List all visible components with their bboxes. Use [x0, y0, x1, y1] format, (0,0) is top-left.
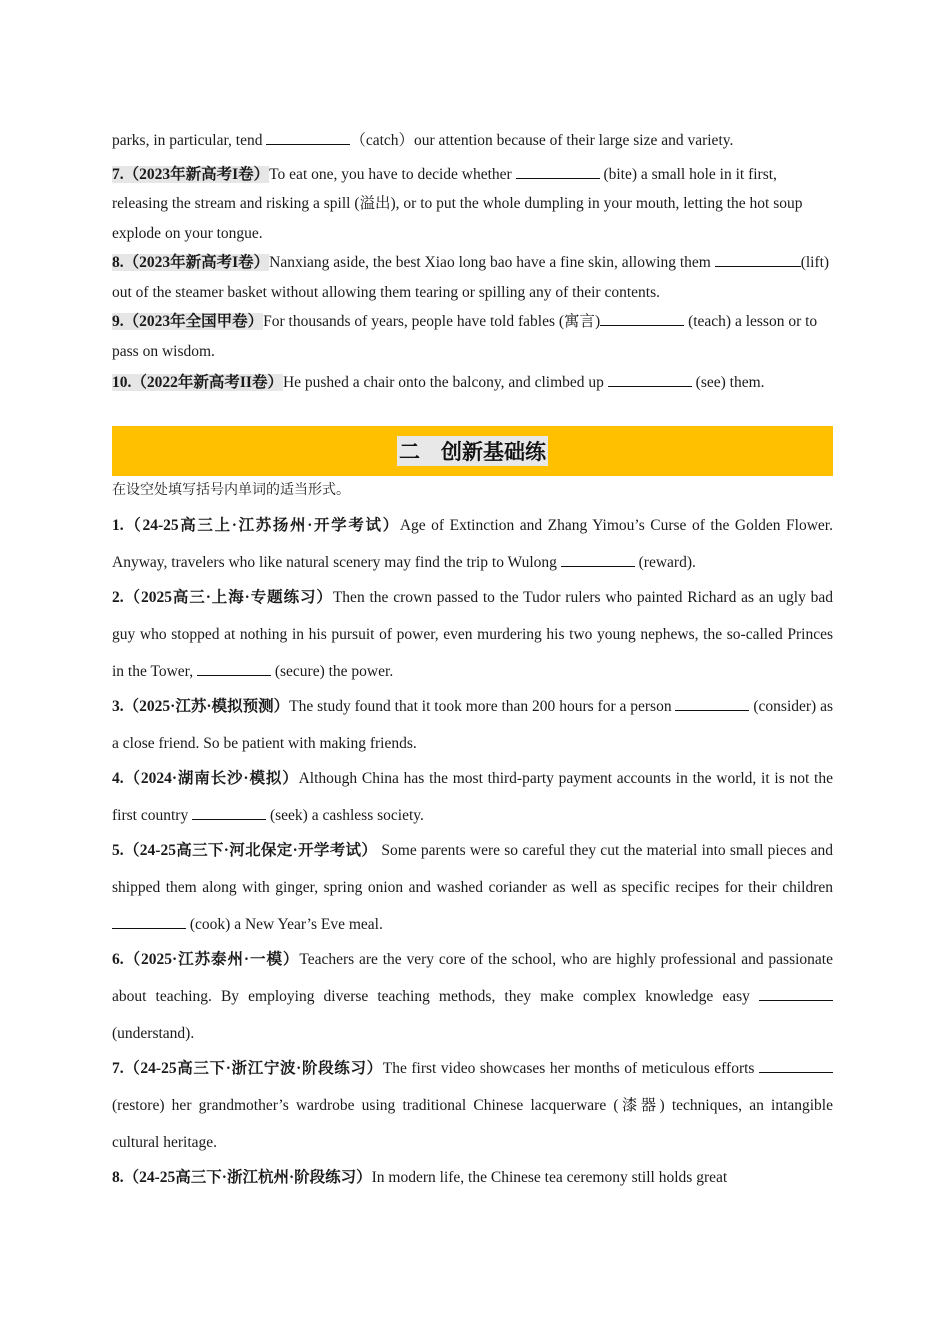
section-2	[112, 507, 833, 1196]
question-source-tag: 6.（2025·江苏泰州·一模）	[112, 951, 300, 968]
answer-blank[interactable]	[600, 324, 684, 326]
answer-blank[interactable]	[516, 177, 600, 179]
question-item: 7.（2023年新高考I卷）To eat one, you have to decide whether (bite) a small hole in it first, releasing the stream and risking a spill (溢出), or to put the whole dumpling in your mouth, letting the hot soup explode on your tongue.	[112, 165, 803, 242]
answer-blank[interactable]	[561, 565, 635, 567]
question-item: 8.（24-25高三下·浙江杭州·阶段练习）In modern life, the Chinese tea ceremony still holds great	[112, 1169, 728, 1186]
question-item: 7.（24-25高三下·浙江宁波·阶段练习）The first video showcases her months of meticulous efforts (restore) her grandmother’s wardrobe using traditional Chinese lacquerware (漆器) techniques, an intangible cultural heritage.	[112, 1060, 833, 1151]
question-source-tag: 8.（24-25高三下·浙江杭州·阶段练习）	[112, 1169, 372, 1186]
answer-blank[interactable]	[112, 927, 186, 929]
question-item: 2.（2025高三·上海·专题练习）Then the crown passed to the Tudor rulers who painted Richard as an ugly bad guy who stopped at nothing in his pursuit of power, even murdering his two young nephews, the so-called Princes in the Tower, (secure) the power.	[112, 589, 833, 680]
question-source-tag: 9.（2023年全国甲卷）	[112, 313, 264, 330]
question-item: 5.（24-25高三下·河北保定·开学考试） Some parents were so careful they cut the material into small pieces and shipped them along with ginger, spring onion and washed coriander as well as specific recipes for their children (cook) a New Year’s Eve meal.	[112, 842, 833, 933]
question-item: 3.（2025·江苏·模拟预测）The study found that it took more than 200 hours for a person (consider) as a close friend. So be patient with making friends.	[112, 698, 834, 752]
answer-blank[interactable]	[266, 143, 350, 145]
question-source-tag: 5.（24-25高三下·河北保定·开学考试）	[112, 842, 378, 859]
answer-blank[interactable]	[715, 265, 801, 267]
section-1	[112, 126, 833, 398]
question-item: 4.（2024·湖南长沙·模拟）Although China has the most third-party payment accounts in the world, it is not the first country (seek) a cashless society.	[112, 770, 833, 824]
question-item: 1.（24-25高三上·江苏扬州·开学考试）Age of Extinction and Zhang Yimou’s Curse of the Golden Flower. Anyway, travelers who like natural scenery may find the trip to Wulong (reward).	[112, 517, 833, 571]
question-source-tag: 8.（2023年新高考I卷）	[112, 254, 270, 271]
section-instruction: 在设空处填写括号内单词的适当形式。	[112, 482, 350, 498]
answer-blank[interactable]	[759, 999, 833, 1001]
answer-blank[interactable]	[608, 385, 692, 387]
question-source-tag: 7.（24-25高三下·浙江宁波·阶段练习）	[112, 1060, 383, 1077]
section-title: 二 创新基础练	[397, 436, 548, 466]
answer-blank[interactable]	[759, 1071, 833, 1073]
question-item: 6.（2025·江苏泰州·一模）Teachers are the very core of the school, who are highly professional and passionate about teaching. By employing diverse teaching methods, they make complex knowledge easy (understand).	[112, 951, 833, 1042]
question-source-tag: 4.（2024·湖南长沙·模拟）	[112, 770, 299, 787]
answer-blank[interactable]	[197, 674, 271, 676]
answer-blank[interactable]	[192, 818, 266, 820]
question-source-tag: 3.（2025·江苏·模拟预测）	[112, 698, 290, 715]
continued-question: parks, in particular, tend （catch）our attention because of their large size and variety.	[112, 132, 734, 149]
question-item: 8.（2023年新高考I卷）Nanxiang aside, the best Xiao long bao have a fine skin, allowing them (lift) out of the steamer basket without allowing them tearing or spilling any of their contents.	[112, 254, 830, 301]
question-item: 10.（2022年新高考II卷）He pushed a chair onto the balcony, and climbed up (see) them.	[112, 374, 765, 391]
section-banner	[112, 426, 833, 476]
question-source-tag: 2.（2025高三·上海·专题练习）	[112, 589, 333, 606]
question-source-tag: 10.（2022年新高考II卷）	[112, 374, 283, 391]
question-source-tag: 1.（24-25高三上·江苏扬州·开学考试）	[112, 517, 400, 534]
answer-blank[interactable]	[675, 709, 749, 711]
question-source-tag: 7.（2023年新高考I卷）	[112, 165, 270, 183]
question-item: 9.（2023年全国甲卷）For thousands of years, people have told fables (寓言) (teach) a lesson or to pass on wisdom.	[112, 313, 818, 360]
